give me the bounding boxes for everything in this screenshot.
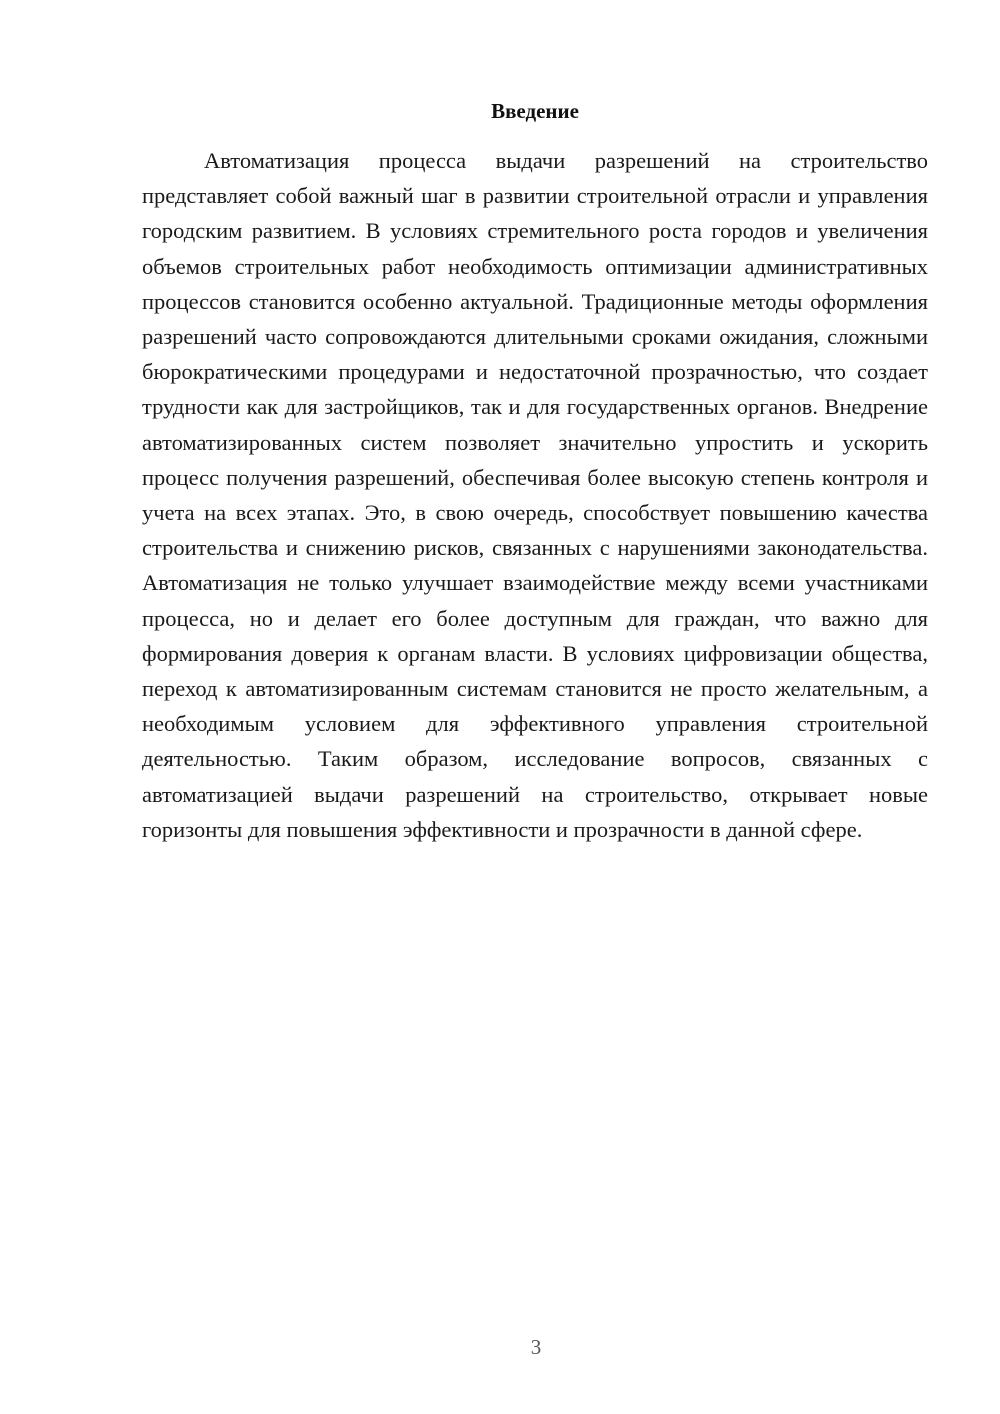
section-heading: Введение	[491, 99, 579, 123]
page-number: 3	[530, 1335, 542, 1359]
body-paragraph: Автоматизация процесса выдачи разрешений на строительство представляет собой важный шаг в развитии строительной отрасли и управления городским развитием. В условиях стремительного роста городов и увеличения объемов строительных работ необходимость оптимизации административных процессов становится особенно актуальной. Традиционные методы оформления разрешений часто сопровождаются длительными сроками ожидания, сложными бюрократическими процедурами и недостаточной прозрачностью, что создает трудности как для застройщиков, так и для государственных органов. Внедрение автоматизированных систем позволяет значительно упростить и ускорить процесс получения разрешений, обеспечивая более высокую степень контроля и учета на всех этапах. Это, в свою очередь, способствует повышению качества строительства и снижению рисков, связанных с нарушениями законодательства. Автоматизация не только улучшает взаимодействие между всеми участниками процесса, но и делает его более доступным для граждан, что важно для формирования доверия к органам власти. В условиях цифровизации общества, переход к автоматизированным системам становится не просто желательным, а необходимым условием для эффективного управления строительной деятельностью. Таким образом, исследование вопросов, связанных с автоматизацией выдачи разрешений на строительство, открывает новые горизонты для повышения эффективности и прозрачности в данной сфере.	[142, 148, 928, 842]
